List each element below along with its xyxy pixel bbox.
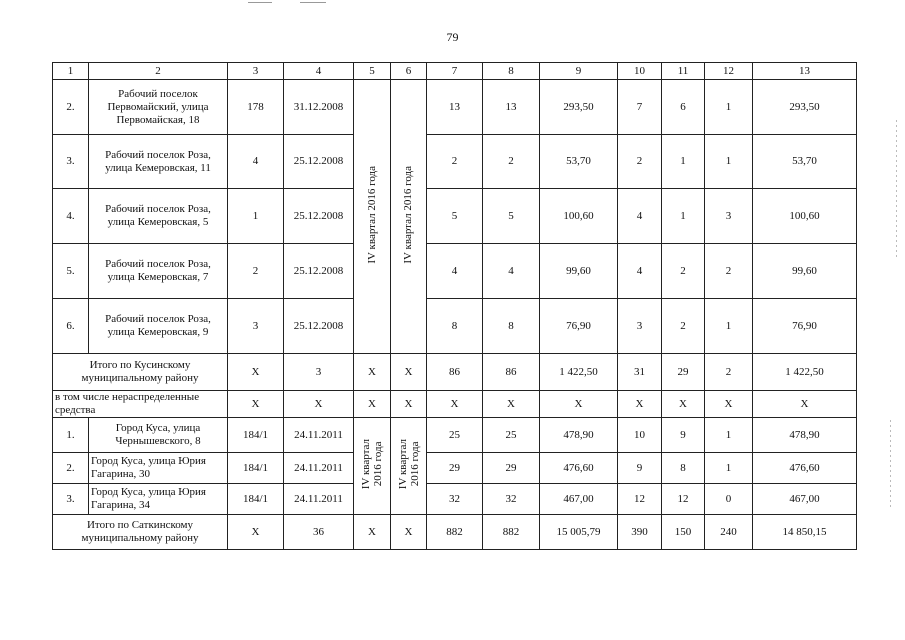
cell-c8: 32	[483, 484, 540, 515]
cell-c12: 0	[705, 484, 753, 515]
cell-c7: 8	[427, 299, 483, 354]
cell-c4: X	[284, 391, 354, 418]
cell-c7: 13	[427, 80, 483, 135]
total-label: Итого по Саткинскому муниципальному району	[53, 515, 228, 550]
total-row-kusa	[53, 354, 857, 391]
cell-c10: 4	[618, 189, 662, 244]
cell-c9: 1 422,50	[540, 354, 618, 391]
table-row	[53, 453, 857, 484]
cell-c3: X	[228, 354, 284, 391]
cell-c11: 9	[662, 418, 705, 453]
cell-c12: 1	[705, 418, 753, 453]
header-cell: 8	[483, 63, 540, 80]
cell-c8: 8	[483, 299, 540, 354]
cell-c7: 4	[427, 244, 483, 299]
cell-c11: 12	[662, 484, 705, 515]
cell-c11: 8	[662, 453, 705, 484]
cell-c3: 184/1	[228, 484, 284, 515]
quarter-cell-col6	[391, 418, 427, 515]
cell-c10: 390	[618, 515, 662, 550]
quarter-text: IV квартал 2016 года	[360, 438, 384, 490]
cell-c9: 478,90	[540, 418, 618, 453]
cell-c13: X	[753, 391, 857, 418]
header-cell: 7	[427, 63, 483, 80]
cell-c5: X	[354, 391, 391, 418]
scan-margin-noise	[896, 120, 897, 260]
cell-c13: 99,60	[753, 244, 857, 299]
address-cell: Город Куса, улица Юрия Гагарина, 34	[89, 484, 228, 515]
cell-c13: 100,60	[753, 189, 857, 244]
cell-c8: 5	[483, 189, 540, 244]
cell-c11: 2	[662, 244, 705, 299]
cell-c6: X	[391, 515, 427, 550]
column-number-row	[53, 63, 857, 80]
row-number: 5.	[53, 244, 89, 299]
cell-c8: X	[483, 391, 540, 418]
table-row	[53, 244, 857, 299]
scan-artifact-line	[300, 2, 326, 3]
cell-c10: 10	[618, 418, 662, 453]
cell-c9: 467,00	[540, 484, 618, 515]
cell-c3: 184/1	[228, 418, 284, 453]
quarter-text: IV квартал 2016 года	[396, 438, 421, 490]
cell-c12: 2	[705, 354, 753, 391]
header-cell: 1	[53, 63, 89, 80]
address-cell: Рабочий поселок Роза, улица Кемеровская, 5	[89, 189, 228, 244]
scan-artifact-line	[248, 2, 272, 3]
cell-c12: 1	[705, 453, 753, 484]
row-number: 2.	[53, 453, 89, 484]
cell-c12: X	[705, 391, 753, 418]
cell-c4: 3	[284, 354, 354, 391]
cell-c4: 31.12.2008	[284, 80, 354, 135]
address-cell: Рабочий поселок Роза, улица Кемеровская, 9	[89, 299, 228, 354]
cell-c3: X	[228, 515, 284, 550]
table-row	[53, 189, 857, 244]
header-cell: 6	[391, 63, 427, 80]
cell-c6: X	[391, 354, 427, 391]
cell-c7: X	[427, 391, 483, 418]
cell-c9: 293,50	[540, 80, 618, 135]
quarter-text: IV квартал 2016 года	[402, 165, 414, 264]
cell-c9: 100,60	[540, 189, 618, 244]
cell-c4: 24.11.2011	[284, 453, 354, 484]
cell-c11: 2	[662, 299, 705, 354]
cell-c4: 36	[284, 515, 354, 550]
header-cell: 11	[662, 63, 705, 80]
row-number: 4.	[53, 189, 89, 244]
cell-c3: X	[228, 391, 284, 418]
cell-c10: 12	[618, 484, 662, 515]
cell-c10: 3	[618, 299, 662, 354]
cell-c7: 882	[427, 515, 483, 550]
cell-c4: 25.12.2008	[284, 189, 354, 244]
undistributed-label: в том числе нераспределенные средства	[53, 391, 228, 418]
table-row	[53, 80, 857, 135]
cell-c9: 76,90	[540, 299, 618, 354]
housing-program-table	[52, 62, 857, 550]
cell-c11: 1	[662, 135, 705, 189]
cell-c7: 32	[427, 484, 483, 515]
cell-c10: 31	[618, 354, 662, 391]
cell-c11: 1	[662, 189, 705, 244]
row-number: 3.	[53, 135, 89, 189]
header-cell: 13	[753, 63, 857, 80]
cell-c8: 86	[483, 354, 540, 391]
row-number: 6.	[53, 299, 89, 354]
cell-c9: 476,60	[540, 453, 618, 484]
cell-c7: 5	[427, 189, 483, 244]
cell-c12: 240	[705, 515, 753, 550]
cell-c8: 2	[483, 135, 540, 189]
cell-c13: 478,90	[753, 418, 857, 453]
cell-c13: 1 422,50	[753, 354, 857, 391]
cell-c4: 25.12.2008	[284, 135, 354, 189]
cell-c10: 2	[618, 135, 662, 189]
address-cell: Город Куса, улица Юрия Гагарина, 30	[89, 453, 228, 484]
cell-c12: 1	[705, 299, 753, 354]
cell-c4: 25.12.2008	[284, 299, 354, 354]
cell-c8: 882	[483, 515, 540, 550]
total-label: Итого по Кусинскому муниципальному району	[53, 354, 228, 391]
cell-c13: 53,70	[753, 135, 857, 189]
address-cell: Рабочий поселок Роза, улица Кемеровская, 7	[89, 244, 228, 299]
cell-c3: 1	[228, 189, 284, 244]
cell-c5: X	[354, 515, 391, 550]
address-cell: Рабочий поселок Первомайский, улица Первомайская, 18	[89, 80, 228, 135]
cell-c6: X	[391, 391, 427, 418]
cell-c11: 29	[662, 354, 705, 391]
cell-c13: 293,50	[753, 80, 857, 135]
cell-c10: 4	[618, 244, 662, 299]
table-row	[53, 299, 857, 354]
cell-c8: 4	[483, 244, 540, 299]
cell-c11: 150	[662, 515, 705, 550]
row-number: 2.	[53, 80, 89, 135]
cell-c4: 24.11.2011	[284, 484, 354, 515]
cell-c8: 13	[483, 80, 540, 135]
cell-c4: 25.12.2008	[284, 244, 354, 299]
row-number: 3.	[53, 484, 89, 515]
scan-margin-noise	[890, 420, 891, 510]
quarter-cell-col6	[391, 80, 427, 354]
cell-c11: X	[662, 391, 705, 418]
cell-c12: 1	[705, 80, 753, 135]
cell-c5: X	[354, 354, 391, 391]
cell-c13: 467,00	[753, 484, 857, 515]
cell-c9: 15 005,79	[540, 515, 618, 550]
address-cell: Город Куса, улица Чернышевского, 8	[89, 418, 228, 453]
cell-c9: 53,70	[540, 135, 618, 189]
cell-c12: 3	[705, 189, 753, 244]
cell-c11: 6	[662, 80, 705, 135]
header-cell: 4	[284, 63, 354, 80]
cell-c3: 184/1	[228, 453, 284, 484]
cell-c8: 25	[483, 418, 540, 453]
cell-c12: 2	[705, 244, 753, 299]
cell-c9: X	[540, 391, 618, 418]
cell-c13: 14 850,15	[753, 515, 857, 550]
cell-c4: 24.11.2011	[284, 418, 354, 453]
cell-c3: 3	[228, 299, 284, 354]
cell-c10: 9	[618, 453, 662, 484]
header-cell: 2	[89, 63, 228, 80]
total-row-satka	[53, 515, 857, 550]
table-row	[53, 484, 857, 515]
header-cell: 9	[540, 63, 618, 80]
cell-c7: 86	[427, 354, 483, 391]
cell-c7: 29	[427, 453, 483, 484]
row-number: 1.	[53, 418, 89, 453]
cell-c13: 76,90	[753, 299, 857, 354]
cell-c3: 178	[228, 80, 284, 135]
cell-c7: 25	[427, 418, 483, 453]
cell-c7: 2	[427, 135, 483, 189]
header-cell: 3	[228, 63, 284, 80]
cell-c8: 29	[483, 453, 540, 484]
undistributed-row	[53, 391, 857, 418]
cell-c12: 1	[705, 135, 753, 189]
cell-c10: 7	[618, 80, 662, 135]
cell-c3: 4	[228, 135, 284, 189]
header-cell: 10	[618, 63, 662, 80]
cell-c3: 2	[228, 244, 284, 299]
quarter-cell-col5	[354, 80, 391, 354]
address-cell: Рабочий поселок Роза, улица Кемеровская, 11	[89, 135, 228, 189]
header-cell: 12	[705, 63, 753, 80]
quarter-text: IV квартал 2016 года	[365, 165, 378, 264]
page-number: 79	[446, 30, 459, 44]
header-cell: 5	[354, 63, 391, 80]
quarter-cell-col5	[354, 418, 391, 515]
cell-c9: 99,60	[540, 244, 618, 299]
cell-c10: X	[618, 391, 662, 418]
table-row	[53, 418, 857, 453]
table-row	[53, 135, 857, 189]
cell-c13: 476,60	[753, 453, 857, 484]
